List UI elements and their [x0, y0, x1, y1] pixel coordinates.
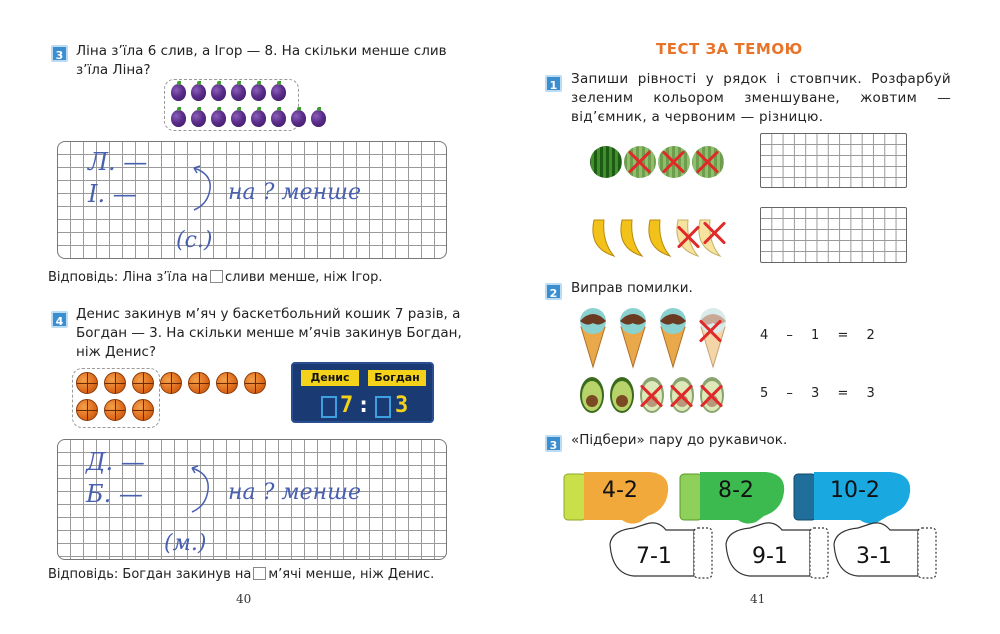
mitten-label-2: 8-2 — [718, 478, 754, 503]
task-3-answer-box[interactable] — [210, 270, 223, 283]
task-1-grid-1 — [760, 133, 907, 188]
white-mitten-label-1: 7-1 — [636, 544, 672, 569]
cross-icon — [661, 149, 687, 175]
task-4-hand-line2: Б. — — [86, 480, 143, 508]
task-3-hand-line1: Л. — — [88, 148, 148, 176]
cross-icon — [698, 318, 724, 344]
task-3-hand-unit: (с.) — [176, 228, 213, 253]
plum-icon — [251, 110, 266, 127]
cross-icon — [669, 383, 695, 409]
plum-icon — [191, 84, 206, 101]
task-3-hand-middle: на ? менше — [228, 180, 361, 205]
right-task-3-number: 3 — [545, 435, 562, 452]
cross-icon — [676, 224, 702, 250]
white-mitten-label-3: 3-1 — [856, 544, 892, 569]
task-3-brace — [190, 164, 218, 214]
plum-icon — [271, 84, 286, 101]
task-4-brace — [188, 464, 216, 516]
left-page-number: 40 — [236, 592, 252, 606]
task-3-answer-after: сливи менше, ніж Ігор. — [224, 270, 383, 285]
right-page-number: 41 — [750, 592, 766, 606]
cross-icon — [639, 383, 665, 409]
task-4-answer-before: Відповідь: Богдан закинув на — [48, 567, 252, 582]
task-4-hand-line1: Д. — — [86, 448, 145, 476]
right-task-2-number: 2 — [545, 283, 562, 300]
task-4-hand-middle: на ? менше — [228, 480, 361, 505]
mitten-label-3: 10-2 — [830, 478, 880, 503]
white-mitten-label-2: 9-1 — [752, 544, 788, 569]
basketball-icon — [132, 399, 154, 421]
task-4-hand-unit: (м.) — [164, 531, 207, 556]
plum-icon — [171, 110, 186, 127]
task-4-text: Денис закинув м’яч у баскетбольний кошик 7 разів, а Богдан — 3. На скільки менше м’ячів закинув Богдан, ніж Денис? — [76, 306, 462, 360]
plum-icon — [271, 110, 286, 127]
test-title: ТЕСТ ЗА ТЕМОЮ — [656, 40, 803, 58]
task-4-answer-box[interactable] — [253, 567, 266, 580]
scoreboard-separator: : — [357, 393, 371, 418]
cross-icon — [627, 149, 653, 175]
right-task-1-number: 1 — [545, 75, 562, 92]
scoreboard-right-score: 3 — [395, 393, 409, 418]
scoreboard-left-score: 7 — [340, 393, 354, 418]
right-task-3-text: «Підбери» пару до рукавичок. — [571, 432, 788, 448]
cross-icon — [699, 383, 725, 409]
mitten-label-1: 4-2 — [602, 478, 638, 503]
task-3-text: Ліна з’їла 6 слив, а Ігор — 8. На скільки менше слив з’їла Ліна? — [76, 43, 447, 78]
scoreboard-right-empty — [375, 396, 391, 418]
task-3-answer-before: Відповідь: Ліна з’їла на — [48, 270, 208, 285]
basketball-icon — [76, 399, 98, 421]
equation-1: 4 – 1 = 2 — [760, 328, 875, 343]
task-3-number: 3 — [51, 45, 68, 62]
plum-icon — [211, 84, 226, 101]
right-task-1-text: Запиши рівності у рядок і стовпчик. Розфарбуй зеленим кольором зменшуване, жовтим — від’ємник, а червоним — різницю. — [571, 71, 951, 125]
basketball-icon — [76, 372, 98, 394]
basketball-icon — [160, 372, 182, 394]
scoreboard-left-name: Денис — [301, 370, 359, 386]
task-4-answer — [48, 567, 434, 582]
task-4-answer-after: м’ячі менше, ніж Денис. — [268, 567, 435, 582]
plum-icon — [231, 110, 246, 127]
basketball-icon — [132, 372, 154, 394]
basketball-icon — [104, 372, 126, 394]
plum-icon — [171, 84, 186, 101]
plum-icon — [211, 110, 226, 127]
scoreboard-left-empty — [321, 396, 337, 418]
plum-icon — [191, 110, 206, 127]
scoreboard — [291, 362, 434, 423]
plum-icon — [251, 84, 266, 101]
plum-icon — [231, 84, 246, 101]
task-3-hand-line2: І. — — [88, 180, 137, 208]
cross-icon — [702, 220, 728, 246]
equation-2: 5 – 3 = 3 — [760, 386, 875, 401]
plum-icon — [291, 110, 306, 127]
right-task-2-text: Виправ помилки. — [571, 280, 693, 296]
scoreboard-right-name: Богдан — [368, 370, 426, 386]
basketball-icon — [104, 399, 126, 421]
task-3-answer — [48, 270, 383, 285]
basketball-icon — [216, 372, 238, 394]
task-1-grid-2 — [760, 207, 907, 263]
basketball-icon — [188, 372, 210, 394]
cross-icon — [695, 149, 721, 175]
plum-icon — [311, 110, 326, 127]
basketball-icon — [244, 372, 266, 394]
task-4-number: 4 — [51, 311, 68, 328]
